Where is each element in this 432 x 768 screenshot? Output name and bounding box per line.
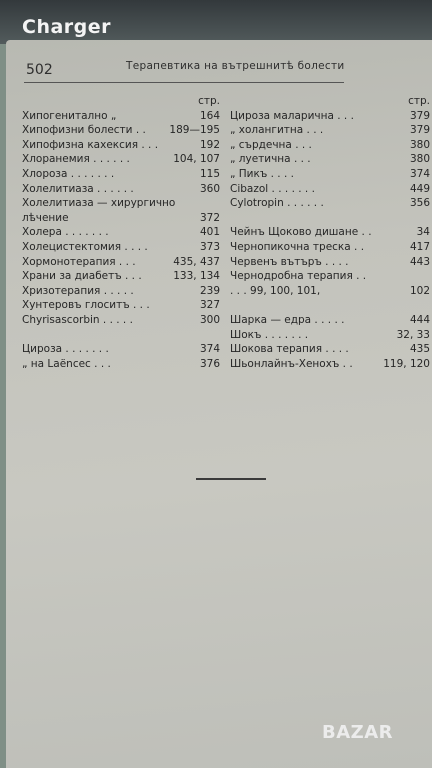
index-entry (22, 211, 220, 226)
entry-pages: 34 (416, 226, 430, 239)
entry-pages: 417 (409, 240, 430, 253)
entry-term: Чернодробна терапия . . (230, 270, 367, 283)
entry-pages: 380 (409, 138, 430, 151)
entry-term: „ луетична . . . (230, 153, 311, 166)
entry-pages: 374 (409, 167, 430, 180)
entry-term: лѣчение (22, 211, 69, 224)
entry-pages: 239 (199, 284, 220, 297)
entry-term: Хипофизни болести . . (22, 124, 146, 137)
page-number: 502 (26, 62, 53, 78)
index-entry (22, 138, 220, 153)
entry-term: . . . 99, 100, 101, (230, 284, 321, 297)
index-entry (22, 196, 220, 211)
index-entry (22, 94, 220, 109)
index-entry (230, 269, 430, 284)
entry-pages: 119, 120 (383, 357, 430, 370)
entry-pages: стр. (408, 95, 430, 107)
index-entry (230, 123, 430, 138)
entry-pages: 300 (199, 313, 220, 326)
index-entry (22, 109, 220, 124)
entry-pages: 360 (199, 182, 220, 195)
entry-pages: стр. (198, 95, 220, 107)
entry-pages: 449 (409, 182, 430, 195)
entry-term: Шокъ . . . . . . . (230, 328, 309, 341)
book-page (6, 40, 432, 768)
entry-term: „ на Laёnсес . . . (22, 357, 111, 370)
index-entry (22, 152, 220, 167)
entry-term: Шарка — едра . . . . . (230, 313, 345, 326)
index-entry (230, 342, 430, 357)
entry-pages: 102 (409, 284, 430, 297)
entry-pages: 444 (409, 313, 430, 326)
entry-pages: 372 (199, 211, 220, 224)
entry-term: Чернопикочна треска . . (230, 240, 365, 253)
entry-pages: 443 (409, 255, 430, 268)
index-entry (230, 255, 430, 270)
entry-pages: 379 (409, 109, 430, 122)
entry-term: Червенъ вътъръ . . . . (230, 255, 349, 268)
entry-term: „ холангитна . . . (230, 124, 324, 137)
entry-pages: 327 (199, 299, 220, 312)
entry-term: Хризотерапия . . . . . (22, 284, 134, 297)
index-entry (22, 182, 220, 197)
index-entry (230, 328, 430, 343)
entry-pages: 115 (199, 167, 220, 180)
index-entry (22, 284, 220, 299)
entry-term: Холелитиаза . . . . . . (22, 182, 134, 195)
entry-term: Храни за диабетъ . . . (22, 270, 142, 283)
index-entry (230, 138, 430, 153)
entry-term: „ сърдечна . . . (230, 138, 312, 151)
entry-term: Цироза маларична . . . (230, 109, 354, 122)
charger-watermark: Charger (22, 16, 112, 38)
index-entry (230, 94, 430, 109)
entry-term: Холецистектомия . . . . (22, 240, 148, 253)
entry-term: Шокова терапия . . . . (230, 343, 349, 356)
entry-pages: 435 (409, 343, 430, 356)
index-entry (22, 123, 220, 138)
entry-term: Chyrisascorbin . . . . . (22, 313, 133, 326)
index-entry (230, 313, 430, 328)
end-rule (196, 478, 266, 480)
entry-pages: 104, 107 (173, 153, 220, 166)
index-entry (230, 196, 430, 211)
index-entry (230, 152, 430, 167)
entry-pages: 189—195 (169, 124, 220, 137)
entry-pages: 373 (199, 240, 220, 253)
entry-term: Хормонотерапия . . . (22, 255, 136, 268)
index-entry (22, 269, 220, 284)
entry-pages: 374 (199, 343, 220, 356)
entry-term: Хипогенитално „ (22, 109, 117, 122)
entry-pages: 379 (409, 124, 430, 137)
header-rule (24, 82, 344, 83)
index-entry (230, 357, 430, 372)
index-entry (230, 109, 430, 124)
entry-term: Хунтеровъ глоситъ . . . (22, 299, 150, 312)
index-entry (230, 284, 430, 299)
index-entry (22, 357, 220, 372)
index-entry (230, 298, 430, 313)
entry-pages: 356 (409, 197, 430, 210)
entry-term: Хлороза . . . . . . . (22, 167, 115, 180)
entry-term: Хипофизна кахексия . . . (22, 138, 159, 151)
entry-term: Цироза . . . . . . . (22, 343, 109, 356)
index-entry (22, 255, 220, 270)
index-column-right (230, 94, 430, 371)
entry-term: Холелитиаза — хирургично (22, 197, 176, 210)
index-column-left (22, 94, 220, 371)
entry-pages: 435, 437 (173, 255, 220, 268)
index-entry (22, 225, 220, 240)
entry-term: Холера . . . . . . . (22, 226, 109, 239)
entry-term: Хлоранемия . . . . . . (22, 153, 130, 166)
index-entry (22, 298, 220, 313)
entry-term: Чейнъ Щоково дишане . . (230, 226, 372, 239)
index-entry (230, 225, 430, 240)
index-entry (230, 182, 430, 197)
bazar-logo: BAZAR (322, 722, 393, 743)
entry-term: Cibazol . . . . . . . (230, 182, 315, 195)
running-title: Терапевтика на вътрешнитѣ болести (126, 60, 345, 72)
entry-pages: 192 (199, 138, 220, 151)
index-entry (230, 211, 430, 226)
entry-pages: 401 (199, 226, 220, 239)
entry-pages: 380 (409, 153, 430, 166)
index-entry (22, 313, 220, 328)
entry-term: Шьонлайнъ-Хенохъ . . (230, 357, 353, 370)
entry-pages: 376 (199, 357, 220, 370)
entry-term: Cylotropin . . . . . . (230, 197, 324, 210)
entry-pages: 133, 134 (173, 270, 220, 283)
entry-pages: 164 (199, 109, 220, 122)
entry-pages: 32, 33 (396, 328, 430, 341)
index-entry (22, 328, 220, 343)
index-entry (22, 240, 220, 255)
index-entry (22, 167, 220, 182)
index-entry (22, 342, 220, 357)
entry-term: „ Пикъ . . . . (230, 167, 294, 180)
index-entry (230, 167, 430, 182)
index-entry (230, 240, 430, 255)
